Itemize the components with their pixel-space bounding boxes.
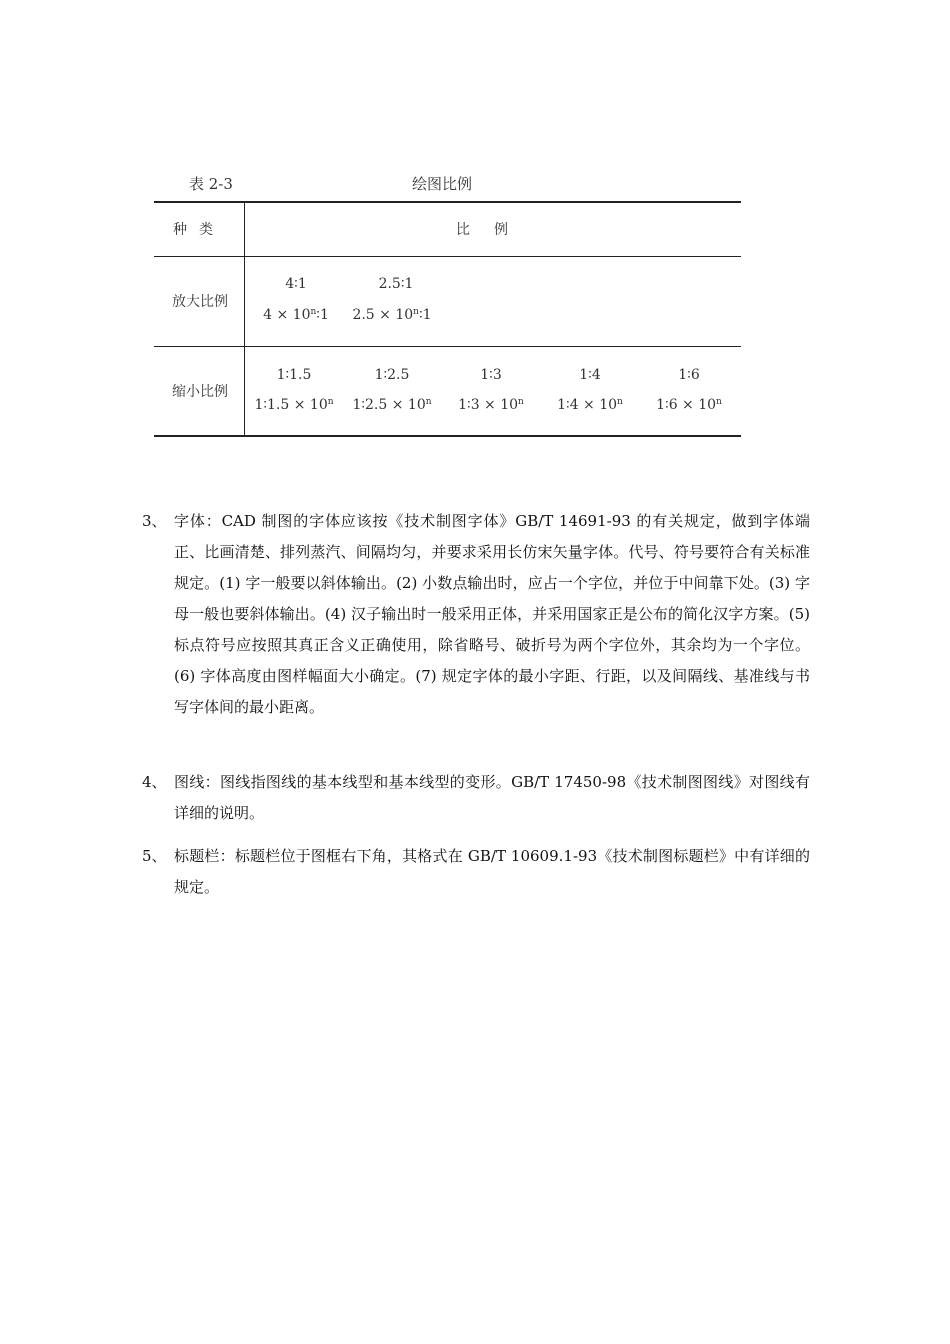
- ratio-top: 1∶1.5: [276, 367, 312, 383]
- table-number: 表 2-3: [189, 175, 233, 193]
- ratio-bottom: 1∶6 × $10^n$: [656, 397, 722, 413]
- table-title: 绘图比例: [412, 175, 473, 193]
- table-top-rule: [154, 201, 741, 203]
- table-header-rule: [154, 256, 741, 257]
- paragraph-text: 图线：图线指图线的基本线型和基本线型的变形。GB/T 17450-98《技术制图图线》对图线有详细的说明。: [174, 773, 810, 822]
- header-kind: 种类: [173, 222, 225, 238]
- ratio-top: 4∶1: [285, 276, 307, 292]
- ratio-top: 1∶6: [678, 367, 700, 383]
- ratio-bottom: 1∶1.5 × $10^n$: [254, 397, 334, 413]
- paragraph-lines: [142, 767, 810, 829]
- table-row-rule: [154, 346, 741, 347]
- paragraph-number: 5、: [142, 847, 167, 865]
- ratio-bottom: 1∶2.5 × $10^n$: [352, 397, 432, 413]
- row-label-enlarge: 放大比例: [172, 294, 228, 310]
- table-bottom-rule: [154, 435, 741, 437]
- scale-table: [154, 201, 741, 437]
- ratio-top: 1∶4: [579, 367, 601, 383]
- paragraph-title-block: [142, 841, 810, 903]
- ratio-bottom: 1∶3 × $10^n$: [458, 397, 524, 413]
- ratio-bottom: $2.5 \times 10^n∶1$: [352, 307, 432, 323]
- row-label-reduce: 缩小比例: [172, 384, 228, 400]
- paragraph-font: [142, 506, 810, 723]
- paragraph-text: 标题栏：标题栏位于图框右下角，其格式在 GB/T 10609.1-93《技术制图标题栏》中有详细的规定。: [174, 847, 810, 896]
- paragraph-number: 4、: [142, 773, 167, 791]
- header-ratio: 比例: [456, 222, 532, 238]
- ratio-bottom: 1∶4 × $10^n$: [557, 397, 623, 413]
- ratio-top: 1∶2.5: [374, 367, 410, 383]
- paragraph-number: 3、: [142, 512, 167, 530]
- paragraph-text: 字体：CAD 制图的字体应该按《技术制图字体》GB/T 14691-93 的有关规定，做到字体端正、比画清楚、排列蒸汽、间隔均匀，并要求采用长仿宋矢量字体。代号、符号要符合有关标准规定。(1) 字一般要以斜体输出。(2) 小数点输出时，应占一个字位，并位于中间靠下处。(3) 字母一般也要斜体输出。(4) 汉子输出时一般采用正体，并采用国家正是公布的简化汉字方案。(5) 标点符号应按照其真正含义正确使用，除省略号、破折号为两个字位外，其余均为一个字位。(6) 字体高度由图样幅面大小确定。(7) 规定字体的最小字距、行距，以及间隔线、基准线与书写字体间的最小距离。: [174, 512, 810, 716]
- ratio-top: 1∶3: [480, 367, 502, 383]
- ratio-top: 2.5∶1: [378, 276, 414, 292]
- ratio-bottom: $4 \times 10^n∶1$: [263, 307, 329, 323]
